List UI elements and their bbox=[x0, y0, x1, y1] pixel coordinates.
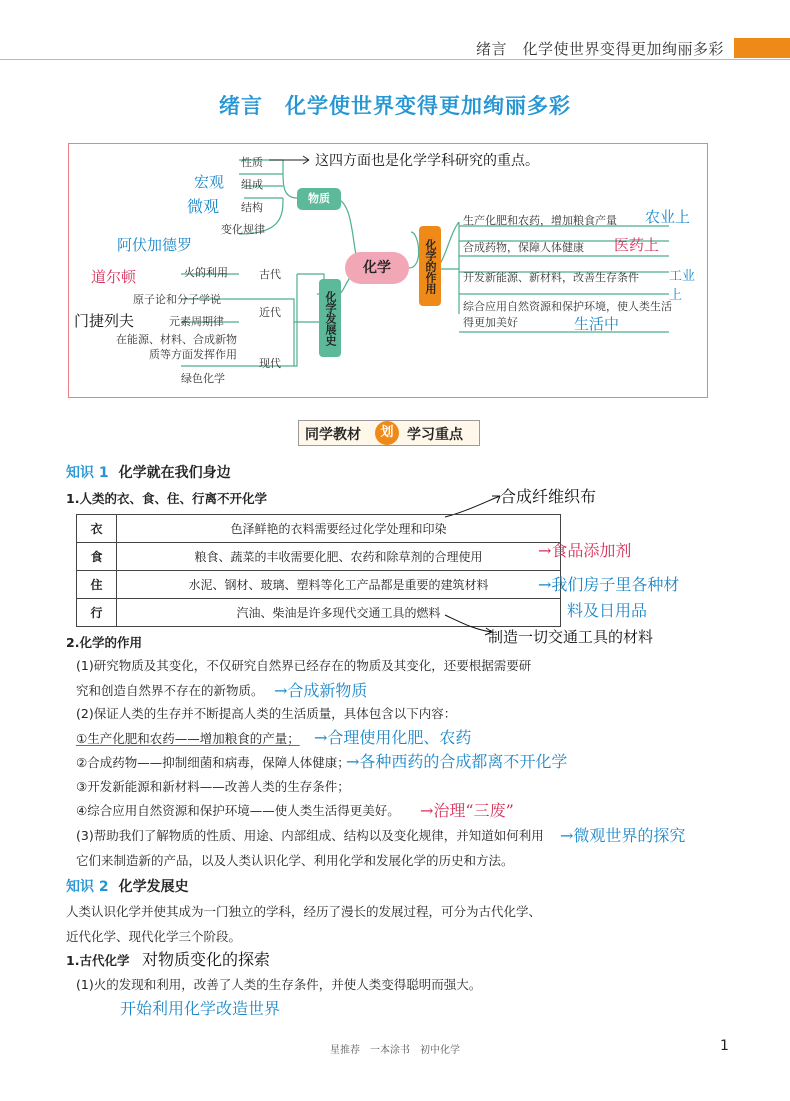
k1-heading bbox=[66, 462, 231, 482]
table-row bbox=[77, 515, 561, 543]
map-avogadro-note: 阿伏加德罗 bbox=[117, 236, 193, 254]
k2-fire-note: 开始利用化学改造世界 bbox=[120, 999, 281, 1018]
table-note-transport: 制造一切交通工具的材料 bbox=[488, 628, 654, 646]
k1-item2: ②合成药物——抑制细菌和病毒，保障人体健康； bbox=[76, 755, 350, 770]
k2-p1a: 人类认识化学并使其成为一门独立的学科，经历了漫长的发展过程，可分为古代化学、 bbox=[66, 904, 542, 919]
map-role-note-3: 工业上 bbox=[669, 269, 696, 303]
page-number: 1 bbox=[720, 1038, 729, 1054]
table-note-housing-1: →我们房子里各种材 bbox=[538, 575, 680, 594]
map-history-periodic: 元素周期律 bbox=[169, 315, 224, 328]
table-value: 色泽鲜艳的衣料需要经过化学处理和印染 bbox=[117, 515, 561, 543]
k1-title: 化学就在我们身边 bbox=[118, 465, 231, 481]
section-banner bbox=[298, 420, 480, 446]
map-substance-node: 物质 bbox=[297, 188, 341, 210]
table-note-housing-2: 料及日用品 bbox=[567, 601, 648, 620]
map-history-ancient: 古代 bbox=[259, 268, 281, 281]
map-role-item-4: 综合应用自然资源和保护环境，使人类生活得更加美好 bbox=[463, 300, 672, 329]
k1-item4: ④综合应用自然资源和保护环境——使人类生活得更美好。 bbox=[76, 803, 400, 818]
map-macro-note: 宏观 bbox=[194, 173, 225, 191]
map-role-item-1: 生产化肥和农药，增加粮食产量 bbox=[463, 214, 617, 227]
map-substance-property: 性质 bbox=[241, 156, 263, 169]
map-role-note-2: 医药上 bbox=[614, 236, 660, 254]
map-dalton-note: 道尔顿 bbox=[91, 268, 137, 286]
table-value: 水泥、钢材、玻璃、塑料等化工产品都是重要的建筑材料 bbox=[117, 571, 561, 599]
map-role-note-4: 生活中 bbox=[574, 315, 620, 333]
k1-sub2: 2.化学的作用 bbox=[66, 635, 142, 650]
k1-p3b: 它们来制造新的产品，以及人类认识化学、利用化学和发展化学的历史和方法。 bbox=[76, 853, 514, 868]
table-value: 汽油、柴油是许多现代交通工具的燃料 bbox=[117, 599, 561, 627]
banner-right: 学习重点 bbox=[407, 427, 463, 443]
map-history-modern: 近代 bbox=[259, 306, 281, 319]
k1-number: 知识 1 bbox=[66, 465, 109, 481]
k1-item2-note: →各种西药的合成都离不开化学 bbox=[346, 752, 568, 771]
k1-item1: ①生产化肥和农药——增加粮食的产量； bbox=[76, 731, 300, 746]
map-substance-structure: 结构 bbox=[241, 201, 263, 214]
k1-p1-note: →合成新物质 bbox=[274, 681, 368, 700]
header-accent-bar bbox=[734, 38, 790, 58]
map-substance-note: 这四方面也是化学学科研究的重点。 bbox=[315, 153, 539, 169]
map-substance-composition: 组成 bbox=[241, 178, 263, 191]
k1-p3a: (3)帮助我们了解物质的性质、用途、内部组成、结构以及变化规律，并知道如何利用 bbox=[76, 828, 544, 843]
k1-p3-note: →微观世界的探究 bbox=[560, 826, 686, 845]
k1-sub1: 1.人类的衣、食、住、行离不开化学 bbox=[66, 491, 267, 506]
arrow-note-transport bbox=[440, 612, 500, 636]
table-key: 行 bbox=[77, 599, 117, 627]
k2-sub1-note: 对物质变化的探索 bbox=[142, 950, 271, 969]
map-substance-change: 变化规律 bbox=[221, 223, 265, 236]
running-title: 绪言 化学使世界变得更加绚丽多彩 bbox=[475, 40, 724, 58]
k2-heading bbox=[66, 876, 189, 896]
map-role-item-2: 合成药物，保障人体健康 bbox=[463, 241, 584, 254]
k1-item3: ③开发新能源和新材料——改善人类的生存条件； bbox=[76, 779, 350, 794]
map-mendeleev-note: 门捷列夫 bbox=[74, 312, 135, 330]
map-history-atom: 原子论和分子学说 bbox=[133, 293, 221, 306]
k2-sub1: 1.古代化学 bbox=[66, 953, 130, 968]
k1-item1-note: →合理使用化肥、农药 bbox=[314, 728, 472, 747]
table-key: 食 bbox=[77, 543, 117, 571]
map-history-node: 化学发展史 bbox=[319, 279, 341, 357]
table-note-clothing: 合成纤维织布 bbox=[500, 487, 597, 506]
table-key: 住 bbox=[77, 571, 117, 599]
table-key: 衣 bbox=[77, 515, 117, 543]
banner-left: 同学教材 bbox=[305, 427, 361, 443]
table-row bbox=[77, 571, 561, 599]
page-title: 绪言 化学使世界变得更加绚丽多彩 bbox=[219, 94, 571, 118]
mind-map bbox=[68, 143, 708, 398]
map-history-modern-use: 在能源、材料、合成新物质等方面发挥作用 bbox=[116, 333, 237, 361]
map-history-green: 绿色化学 bbox=[181, 372, 225, 385]
map-role-item-3: 开发新能源、新材料，改善生存条件 bbox=[463, 271, 639, 284]
map-role-note-1: 农业上 bbox=[645, 208, 691, 226]
k1-p1b: 究和创造自然界不存在的新物质。 bbox=[76, 683, 264, 698]
daily-life-table bbox=[76, 514, 561, 627]
header-rule bbox=[0, 59, 790, 60]
map-history-fire: 火的利用 bbox=[184, 266, 228, 279]
k2-title: 化学发展史 bbox=[118, 879, 189, 895]
k2-p1b: 近代化学、现代化学三个阶段。 bbox=[66, 929, 242, 944]
table-row bbox=[77, 543, 561, 571]
map-center-node: 化学 bbox=[345, 252, 409, 284]
map-history-current: 现代 bbox=[259, 357, 281, 370]
table-value: 粮食、蔬菜的丰收需要化肥、农药和除草剂的合理使用 bbox=[117, 543, 561, 571]
k2-number: 知识 2 bbox=[66, 879, 109, 895]
map-micro-note: 微观 bbox=[187, 197, 220, 216]
banner-circle: 划 bbox=[375, 421, 399, 445]
footer-text: 星推荐 一本涂书 初中化学 bbox=[330, 1045, 460, 1056]
k1-p1a: (1)研究物质及其变化，不仅研究自然界已经存在的物质及其变化，还要根据需要研 bbox=[76, 658, 532, 673]
map-role-node: 化学的作用 bbox=[419, 226, 441, 306]
table-note-food: →食品添加剂 bbox=[538, 541, 632, 560]
k1-item4-note: →治理“三废” bbox=[420, 801, 514, 820]
k2-fire: (1)火的发现和利用，改善了人类的生存条件，并使人类变得聪明而强大。 bbox=[76, 977, 482, 992]
k1-p2: (2)保证人类的生存并不断提高人类的生活质量，具体包含以下内容： bbox=[76, 706, 457, 721]
